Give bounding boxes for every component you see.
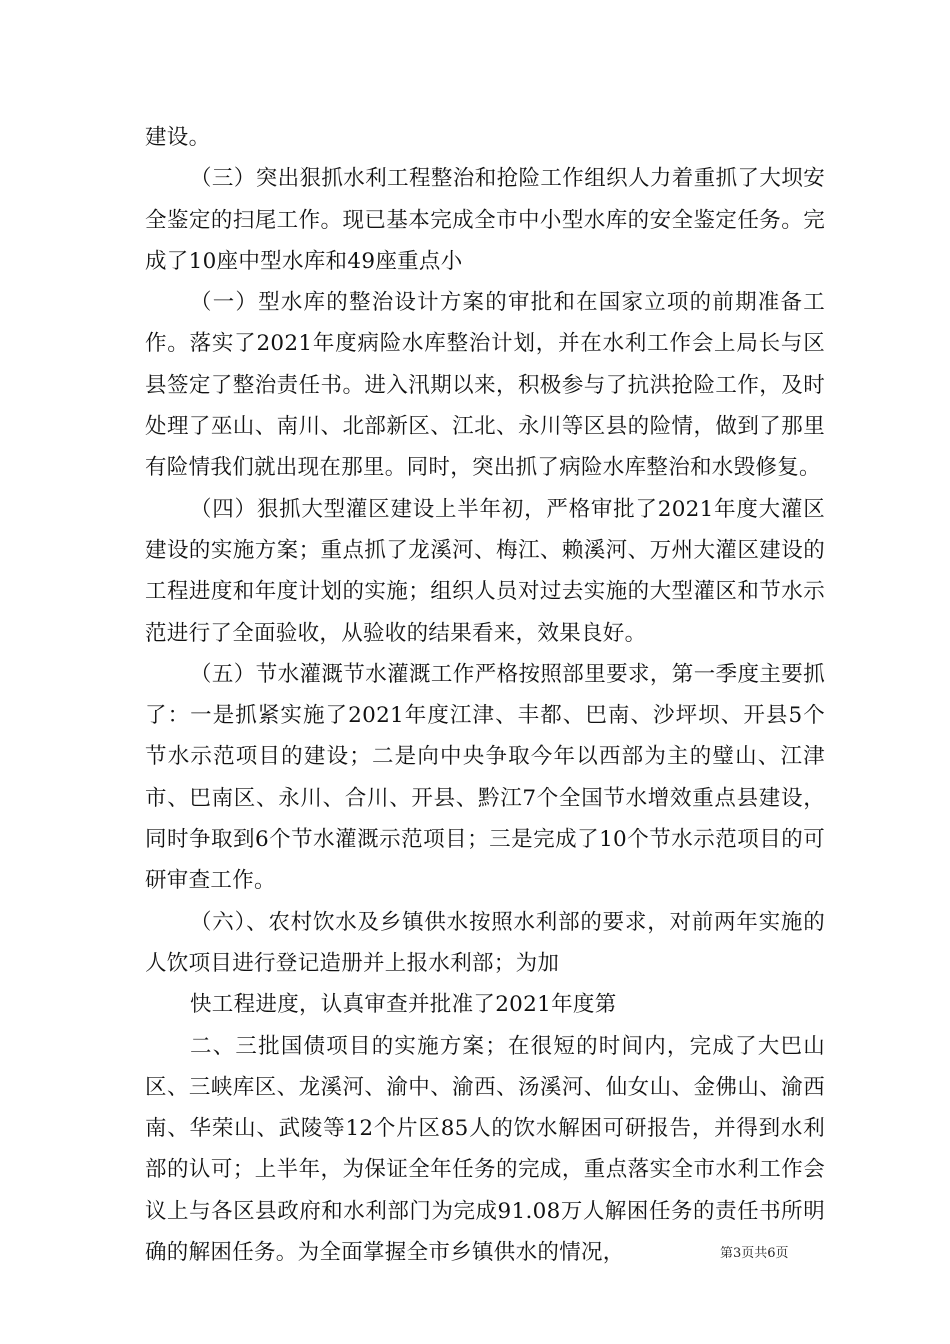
paragraph-8: 二、三批国债项目的实施方案；在很短的时间内，完成了大巴山区、三峡库区、龙溪河、渝中、渝西、汤溪河、仙女山、金佛山、渝西南、华荣山、武陵等12个片区85人的饮水解困可研报告，并得到水利部的认可；上半年，为保证全年任务的完成，重点落实全市水利工作会议上与各区县政府和水利部门为完成91.08万人解困任务的责任书所明确的解困任务。为全面掌握全市乡镇供水的情况， <box>145 1033 825 1266</box>
body-text <box>145 117 825 1273</box>
paragraph-4: （四）狠抓大型灌区建设上半年初，严格审批了2021年度大灌区建设的实施方案；重点抓了龙溪河、梅江、赖溪河、万州大灌区建设的工程进度和年度计划的实施；组织人员对过去实施的大型灌区和节水示范进行了全面验收，从验收的结果看来，效果良好。 <box>145 496 825 646</box>
paragraph-3: （一）型水库的整治设计方案的审批和在国家立项的前期准备工作。落实了2021年度病险水库整治计划，并在水利工作会上局长与区县签定了整治责任书。进入汛期以来，积极参与了抗洪抢险工作，及时处理了巫山、南川、北部新区、江北、永川等区县的险情，做到了那里有险情我们就出现在那里。同时，突出抓了病险水库整治和水毁修复。 <box>145 290 825 481</box>
paragraph-6: （六）、农村饮水及乡镇供水按照水利部的要求，对前两年实施的人饮项目进行登记造册并上报水利部；为加 <box>145 909 825 976</box>
paragraph-5: （五）节水灌溉节水灌溉工作严格按照部里要求，第一季度主要抓了：一是抓紧实施了2021年度江津、丰都、巴南、沙坪坝、开县5个节水示范项目的建设；二是向中央争取今年以西部为主的璧山、江津市、巴南区、永川、合川、开县、黔江7个全国节水增效重点县建设，同时争取到6个节水灌溉示范项目；三是完成了10个节水示范项目的可研审查工作。 <box>145 661 825 894</box>
paragraph-1: 建设。 <box>145 125 211 150</box>
paragraph-7: 快工程进度，认真审查并批准了2021年度第 <box>190 992 617 1018</box>
page-number: 第3页共6页 <box>720 1246 789 1261</box>
paragraph-2: （三）突出狠抓水利工程整治和抢险工作组织人力着重抓了大坝安全鉴定的扫尾工作。现已基本完成全市中小型水库的安全鉴定任务。完成了10座中型水库和49座重点小 <box>145 166 825 274</box>
